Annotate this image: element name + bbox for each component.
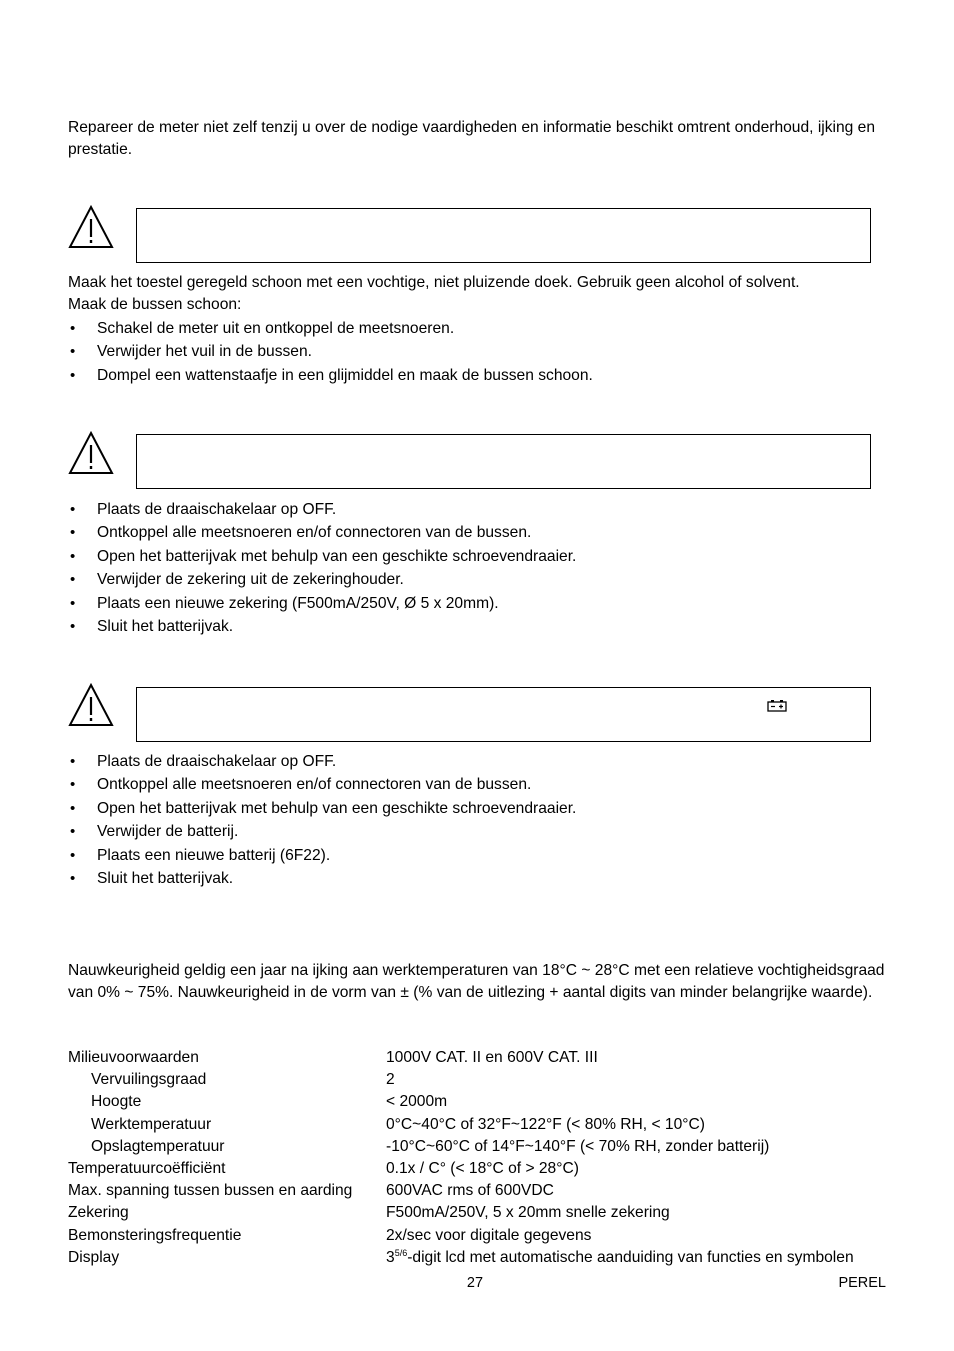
cleaning-text-1: Maak het toestel geregeld schoon met een vochtige, niet pluizende doek. Gebruik geen alcohol of solvent. xyxy=(68,274,800,291)
battery-steps-list xyxy=(68,750,576,890)
list-item: • Schakel de meter uit en ontkoppel de meetsnoeren. xyxy=(68,317,593,340)
specs-table xyxy=(68,1047,898,1269)
battery-icon xyxy=(767,700,787,712)
spec-value: 0.1x / C° (< 18°C of > 28°C) xyxy=(386,1159,579,1177)
spec-label: Vervuilingsgraad xyxy=(91,1071,207,1089)
specs-intro-paragraph: Nauwkeurigheid geldig een jaar na ijking aan werktemperaturen van 18°C ~ 28°C met een relatieve vochtigheidsgraad van 0% ~ 75%. Nauwkeurigheid in de vorm van ± (% van de uitlezing + aantal digits van minder belangrijke waarde). xyxy=(68,962,885,1001)
fuse-steps-list xyxy=(68,498,576,638)
display-digits-fraction: 5/6 xyxy=(394,1247,408,1258)
page-number: 27 xyxy=(466,1275,484,1291)
list-item: • Plaats een nieuwe zekering (F500mA/250V, Ø 5 x 20mm). xyxy=(68,592,576,615)
brand-name: PEREL xyxy=(838,1275,886,1291)
list-item: • Plaats de draaischakelaar op OFF. xyxy=(68,750,576,773)
list-item: • Plaats de draaischakelaar op OFF. xyxy=(68,498,576,521)
spec-label: Werktemperatuur xyxy=(91,1115,212,1133)
list-item: • Open het batterijvak met behulp van een geschikte schroevendraaier. xyxy=(68,797,576,820)
spec-value: 0°C~40°C of 32°F~122°F (< 80% RH, < 10°C) xyxy=(386,1115,705,1133)
warning-box xyxy=(136,687,871,742)
list-item: • Ontkoppel alle meetsnoeren en/of connectoren van de bussen. xyxy=(68,521,576,544)
intro-paragraph: Repareer de meter niet zelf tenzij u over de nodige vaardigheden en informatie beschikt omtrent onderhoud, ijking en prestatie. xyxy=(68,119,876,158)
spec-label: Max. spanning tussen bussen en aarding xyxy=(68,1182,353,1200)
list-item: • Verwijder het vuil in de bussen. xyxy=(68,340,593,363)
display-digits: 3 xyxy=(386,1248,395,1266)
warning-triangle-icon xyxy=(68,205,114,249)
table-row xyxy=(68,1091,898,1113)
list-item: • Sluit het batterijvak. xyxy=(68,867,576,890)
table-row xyxy=(68,1247,898,1269)
list-item: • Verwijder de zekering uit de zekeringhouder. xyxy=(68,568,576,591)
spec-label: Opslagtemperatuur xyxy=(91,1137,225,1155)
table-row xyxy=(68,1202,898,1224)
spec-label: Zekering xyxy=(68,1204,129,1222)
table-row xyxy=(68,1158,898,1180)
warning-box xyxy=(136,434,871,489)
list-item: • Dompel een wattenstaafje in een glijmiddel en maak de bussen schoon. xyxy=(68,364,593,387)
spec-label: Bemonsteringsfrequentie xyxy=(68,1226,242,1244)
table-row xyxy=(68,1180,898,1202)
list-item: • Plaats een nieuwe batterij (6F22). xyxy=(68,844,576,867)
list-item: • Sluit het batterijvak. xyxy=(68,615,576,638)
spec-label: Temperatuurcoëfficiënt xyxy=(68,1159,226,1177)
spec-value: F500mA/250V, 5 x 20mm snelle zekering xyxy=(386,1204,670,1222)
spec-value: -10°C~60°C of 14°F~140°F (< 70% RH, zonder batterij) xyxy=(386,1137,770,1155)
cleaning-steps-list xyxy=(68,317,593,387)
spec-value: 1000V CAT. II en 600V CAT. III xyxy=(386,1049,598,1066)
list-item: • Open het batterijvak met behulp van een geschikte schroevendraaier. xyxy=(68,545,576,568)
table-row xyxy=(68,1114,898,1136)
list-item: • Ontkoppel alle meetsnoeren en/of connectoren van de bussen. xyxy=(68,773,576,796)
spec-value: 600VAC rms of 600VDC xyxy=(386,1182,554,1200)
warning-triangle-icon xyxy=(68,431,114,475)
spec-value: < 2000m xyxy=(386,1093,448,1111)
table-row xyxy=(68,1136,898,1158)
spec-label: Milieuvoorwaarden xyxy=(68,1049,199,1066)
spec-value: 2 xyxy=(386,1071,395,1089)
spec-label: Display xyxy=(68,1248,120,1266)
spec-value xyxy=(386,1247,854,1269)
display-description: -digit lcd met automatische aanduiding van functies en symbolen xyxy=(407,1248,854,1266)
table-row xyxy=(68,1047,898,1069)
table-row xyxy=(68,1069,898,1091)
list-item: • Verwijder de batterij. xyxy=(68,820,576,843)
spec-value: 2x/sec voor digitale gegevens xyxy=(386,1226,592,1244)
warning-triangle-icon xyxy=(68,683,114,727)
spec-label: Hoogte xyxy=(91,1093,142,1111)
warning-box xyxy=(136,208,871,263)
cleaning-text-2: Maak de bussen schoon: xyxy=(68,296,242,313)
table-row xyxy=(68,1225,898,1247)
